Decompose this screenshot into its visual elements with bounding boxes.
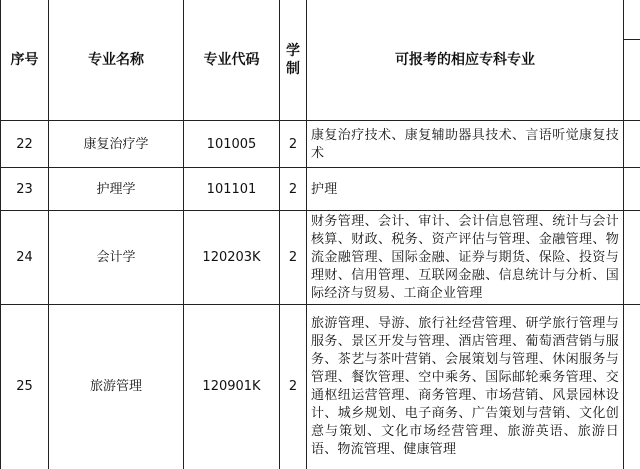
edge-line	[624, 167, 640, 168]
row-major-name: 旅游管理	[48, 305, 183, 469]
row-duration: 2	[279, 168, 306, 211]
edge-line	[624, 304, 640, 305]
row-index: 23	[0, 168, 48, 211]
row-duration: 2	[279, 211, 306, 305]
row-major-name: 康复治疗学	[48, 121, 183, 168]
table-row	[0, 167, 624, 211]
row-major-code: 120901K	[183, 305, 279, 469]
table-row	[0, 210, 624, 305]
edge-line	[624, 210, 640, 211]
row-index: 24	[0, 211, 48, 305]
row-major-name: 会计学	[48, 211, 183, 305]
header-major-name: 专业名称	[48, 0, 183, 120]
adjacent-table-edge	[624, 0, 640, 468]
header-index: 序号	[0, 0, 48, 120]
header-duration: 学制	[279, 0, 306, 120]
edge-line	[624, 120, 640, 121]
row-eligible-majors-text: 护理	[311, 181, 338, 197]
header-eligible-majors: 可报考的相应专科专业	[306, 0, 624, 120]
row-major-code: 101005	[183, 121, 279, 168]
edge-line	[624, 39, 640, 40]
row-major-code: 101101	[183, 168, 279, 211]
row-eligible-majors	[306, 168, 624, 211]
row-duration: 2	[279, 305, 306, 469]
header-major-code: 专业代码	[183, 0, 279, 120]
row-eligible-majors	[306, 121, 624, 168]
row-major-name: 护理学	[48, 168, 183, 211]
row-duration: 2	[279, 121, 306, 168]
row-major-code: 120203K	[183, 211, 279, 305]
row-eligible-majors	[306, 305, 624, 469]
table-row	[0, 120, 624, 168]
row-eligible-majors-text: 康复治疗技术、康复辅助器具技术、言语听觉康复技术	[311, 127, 619, 161]
row-index: 25	[0, 305, 48, 469]
row-eligible-majors-text: 旅游管理、导游、旅行社经营管理、研学旅行管理与服务、景区开发与管理、酒店管理、葡萄酒营销与服务、茶艺与茶叶营销、会展策划与管理、休闲服务与管理、餐饮管理、空中乘务、国际邮轮乘务管理、交通枢纽运营管理、商务管理、市场营销、风景园林设计、城乡规划、电子商务、广告策划与营销、文化创意与策划、文化市场经营管理、旅游英语、旅游日语、物流管理、健康管理	[311, 316, 619, 457]
row-index: 22	[0, 121, 48, 168]
table-row	[0, 304, 624, 469]
table-header-row	[0, 0, 624, 120]
row-eligible-majors	[306, 211, 624, 305]
row-eligible-majors-text: 财务管理、会计、审计、会计信息管理、统计与会计核算、财政、税务、资产评估与管理、金融管理、物流金融管理、国际金融、证券与期货、保险、投资与理财、信用管理、互联网金融、信息统计与分析、国际经济与贸易、工商企业管理	[311, 214, 619, 301]
